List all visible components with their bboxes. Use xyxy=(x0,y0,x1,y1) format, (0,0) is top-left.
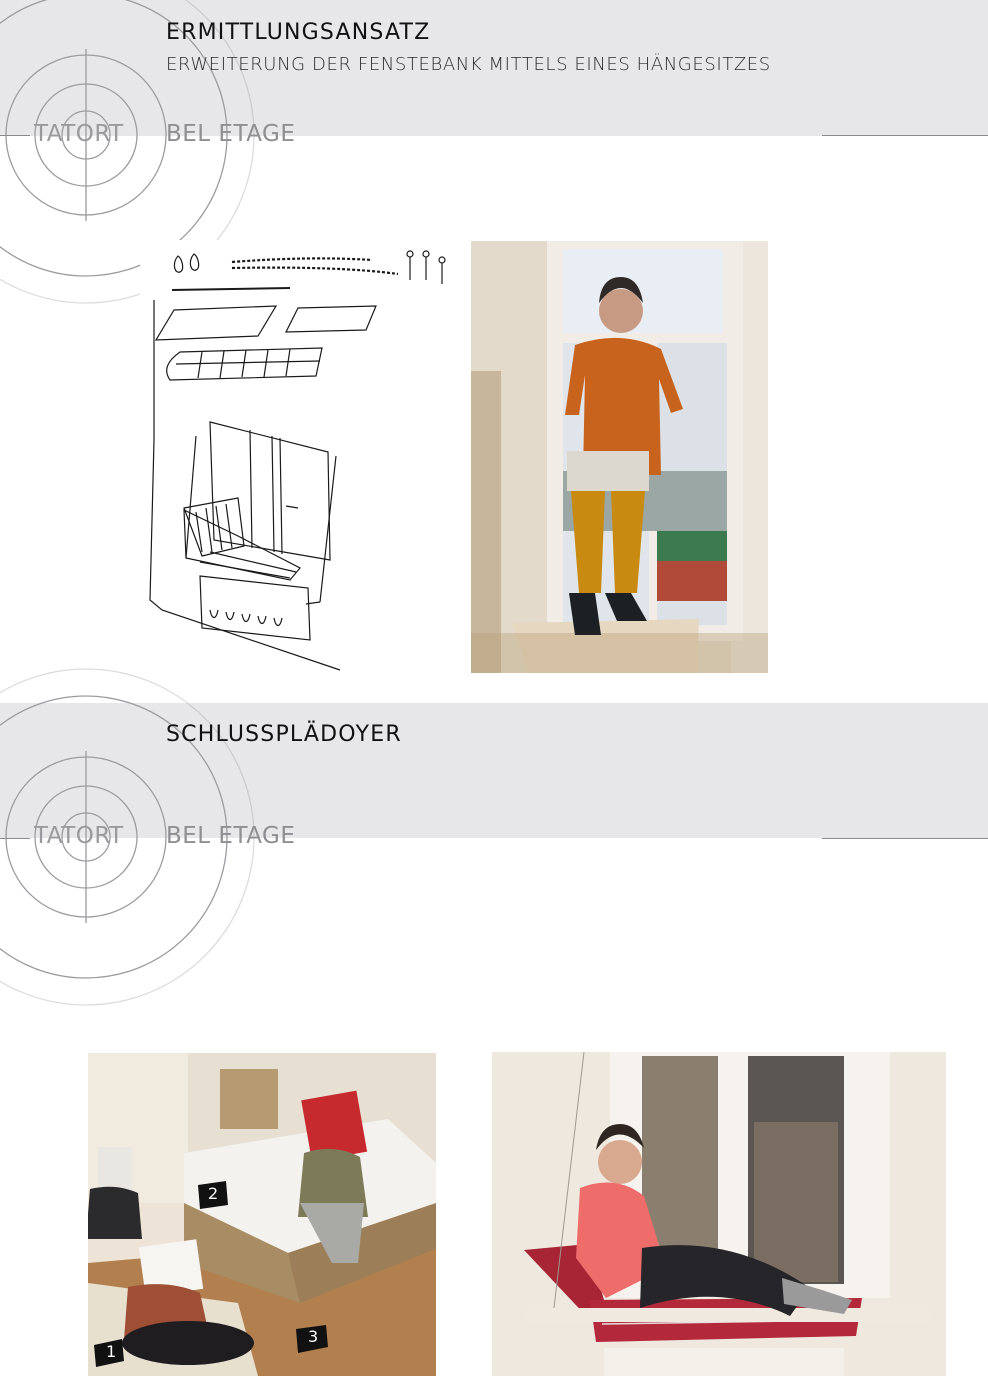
evidence-marker-3-label: 3 xyxy=(308,1327,319,1346)
tatort-label: TATORT xyxy=(34,823,124,849)
photo-person-on-hanging-seat xyxy=(492,1052,946,1376)
section-subtitle: ERWEITERUNG DER FENSTEBANK MITTELS EINES HÄNGESITZES xyxy=(166,54,771,75)
section-rule-left xyxy=(0,135,30,136)
section-title-ermittlungsansatz: ERMITTLUNGSANSATZ xyxy=(166,20,431,45)
evidence-marker-1-label: 1 xyxy=(106,1342,117,1361)
evidence-marker-2-label: 2 xyxy=(208,1184,219,1203)
photo-person-on-window-board xyxy=(471,241,768,673)
photo-crime-scene-bedroom xyxy=(88,1053,436,1376)
hanging-seat-sketch xyxy=(140,240,450,674)
section-rule-right xyxy=(822,135,988,136)
location-label: BEL ETAGE xyxy=(166,121,296,147)
location-label: BEL ETAGE xyxy=(166,823,296,849)
section-title-schlussplaedoyer: SCHLUSSPLÄDOYER xyxy=(166,722,402,747)
section-rule-right xyxy=(822,838,988,839)
tatort-label: TATORT xyxy=(34,121,124,147)
section-rule-left xyxy=(0,838,30,839)
